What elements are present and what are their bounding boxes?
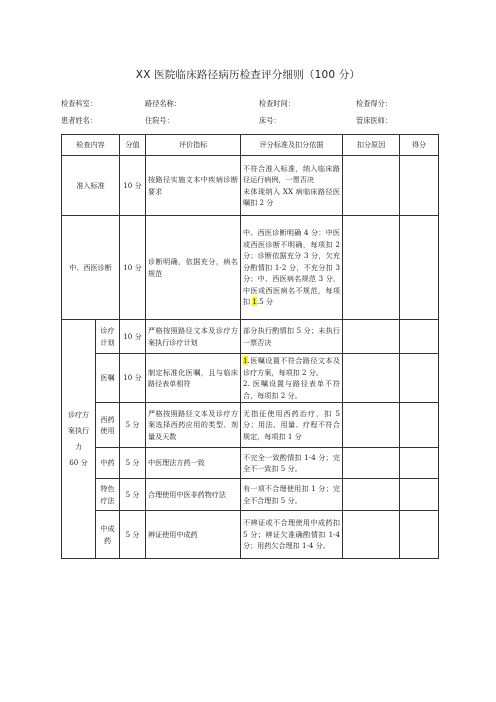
row-content: 医嘱 <box>96 354 120 403</box>
header-reason: 扣分原因 <box>343 135 400 156</box>
row-score: 5 分 <box>120 479 146 511</box>
row-got[interactable] <box>400 320 439 354</box>
row-got[interactable] <box>400 448 439 479</box>
header-got: 得分 <box>400 135 439 156</box>
row-reason[interactable] <box>343 156 400 216</box>
row-got[interactable] <box>400 511 439 559</box>
group-label-score: 60 分 <box>69 458 88 467</box>
meta-patient: 患者姓名： <box>61 116 97 125</box>
row-score: 10 分 <box>120 216 146 320</box>
row-standard: 不辨证或不合理使用中成药扣 5 分；辨证欠准确酌情扣 1-4 分；用药欠合理扣 1-4 分。 <box>241 511 343 559</box>
table-row <box>62 216 439 320</box>
row-score: 5 分 <box>120 403 146 448</box>
row-got[interactable] <box>400 156 439 216</box>
meta-check-time: 检查时间： <box>259 99 295 108</box>
group-label <box>62 320 96 559</box>
row-got[interactable] <box>400 403 439 448</box>
row-standard: 中、西医诊断明确 4 分：中医或西医诊断不明确，每项扣 2 分；诊断依据充分 3 分，欠充分酌情扣 1-2 分，不充分扣 3 分；中、西医病名规范 3 分，中医或西医病名不规范，每项扣 1.5 分 <box>241 216 343 320</box>
header-indicator: 评价指标 <box>146 135 241 156</box>
page-title: XX 医院临床路径病历检查评分细则（100 分） <box>135 69 361 81</box>
row-reason[interactable] <box>343 354 400 403</box>
row-got[interactable] <box>400 216 439 320</box>
group-label-top: 诊疗方案执行力 <box>67 410 90 451</box>
row-score: 5 分 <box>120 448 146 479</box>
row-reason[interactable] <box>343 320 400 354</box>
meta-dept: 检查科室： <box>61 99 97 108</box>
row-reason[interactable] <box>343 216 400 320</box>
table-header-row <box>62 135 439 156</box>
row-standard: 1.医嘱设置不符合路径文本及诊疗方案，每项扣 2 分。 2. 医嘱设置与路径表单不符合，每项扣 2 分。 <box>241 354 343 403</box>
meta-doctor: 管床医师： <box>356 116 392 125</box>
table-row <box>62 156 439 216</box>
row-reason[interactable] <box>343 479 400 511</box>
row-indicator: 制定标准化医嘱，且与临床路径表单相符 <box>146 354 241 403</box>
row-reason[interactable] <box>343 448 400 479</box>
row-content: 准入标准 <box>62 156 120 216</box>
row-indicator: 严格按照路径文本及诊疗方案执行诊疗计划 <box>146 320 241 354</box>
row-content: 中药 <box>96 448 120 479</box>
row-indicator: 中医理法方药一致 <box>146 448 241 479</box>
row-got[interactable] <box>400 479 439 511</box>
row-content: 中、西医诊断 <box>62 216 120 320</box>
row-reason[interactable] <box>343 511 400 559</box>
table-row <box>62 354 439 403</box>
row-indicator: 按路径实施文本中疾病诊断要求 <box>146 156 241 216</box>
row-score: 10 分 <box>120 320 146 354</box>
table-row <box>62 479 439 511</box>
highlight-mark: 1 <box>243 356 248 365</box>
row-standard: 无指征使用西药治疗，扣 5 分；用法、用量、疗程不符合规定，每项扣 1 分 <box>241 403 343 448</box>
row-standard: 部分执行酌情扣 5 分；未执行一票否决 <box>241 320 343 354</box>
row-standard: 不完全一致酌情扣 1-4 分；完全不一致扣 5 分。 <box>241 448 343 479</box>
row-score: 5 分 <box>120 511 146 559</box>
row-reason[interactable] <box>343 403 400 448</box>
row-content: 特色疗法 <box>96 479 120 511</box>
row-indicator: 严格按照路径文本及诊疗方案选择西药应用的类型、剂量及天数 <box>146 403 241 448</box>
row-content: 西药使用 <box>96 403 120 448</box>
row-content: 中成药 <box>96 511 120 559</box>
header-content: 检查内容 <box>62 135 120 156</box>
header-standard: 评分标准及扣分依据 <box>241 135 343 156</box>
header-score: 分值 <box>120 135 146 156</box>
table-row <box>62 403 439 448</box>
score-table <box>61 134 439 559</box>
table-row <box>62 511 439 559</box>
row-indicator: 合理使用中医非药物疗法 <box>146 479 241 511</box>
row-got[interactable] <box>400 354 439 403</box>
highlight-mark: 1 <box>252 297 257 307</box>
row-indicator: 辨证使用中成药 <box>146 511 241 559</box>
meta-path-name: 路径名称： <box>145 99 181 108</box>
row-indicator: 诊断明确，依据充分，病名规范 <box>146 216 241 320</box>
meta-score: 检查得分： <box>356 99 392 108</box>
table-row <box>62 448 439 479</box>
meta-inpatient-no: 住院号： <box>145 116 174 125</box>
meta-bed-no: 床号： <box>259 116 281 125</box>
row-score: 10 分 <box>120 156 146 216</box>
row-score: 10 分 <box>120 354 146 403</box>
row-standard: 不符合准入标准，纳入临床路径运行病例，一票否决 未体现纳入 XX 病临床路径医嘱扣 2 分 <box>241 156 343 216</box>
row-content: 诊疗计划 <box>96 320 120 354</box>
table-row <box>62 320 439 354</box>
row-standard: 有一项不合理使用扣 1 分；完全不合理扣 5 分。 <box>241 479 343 511</box>
